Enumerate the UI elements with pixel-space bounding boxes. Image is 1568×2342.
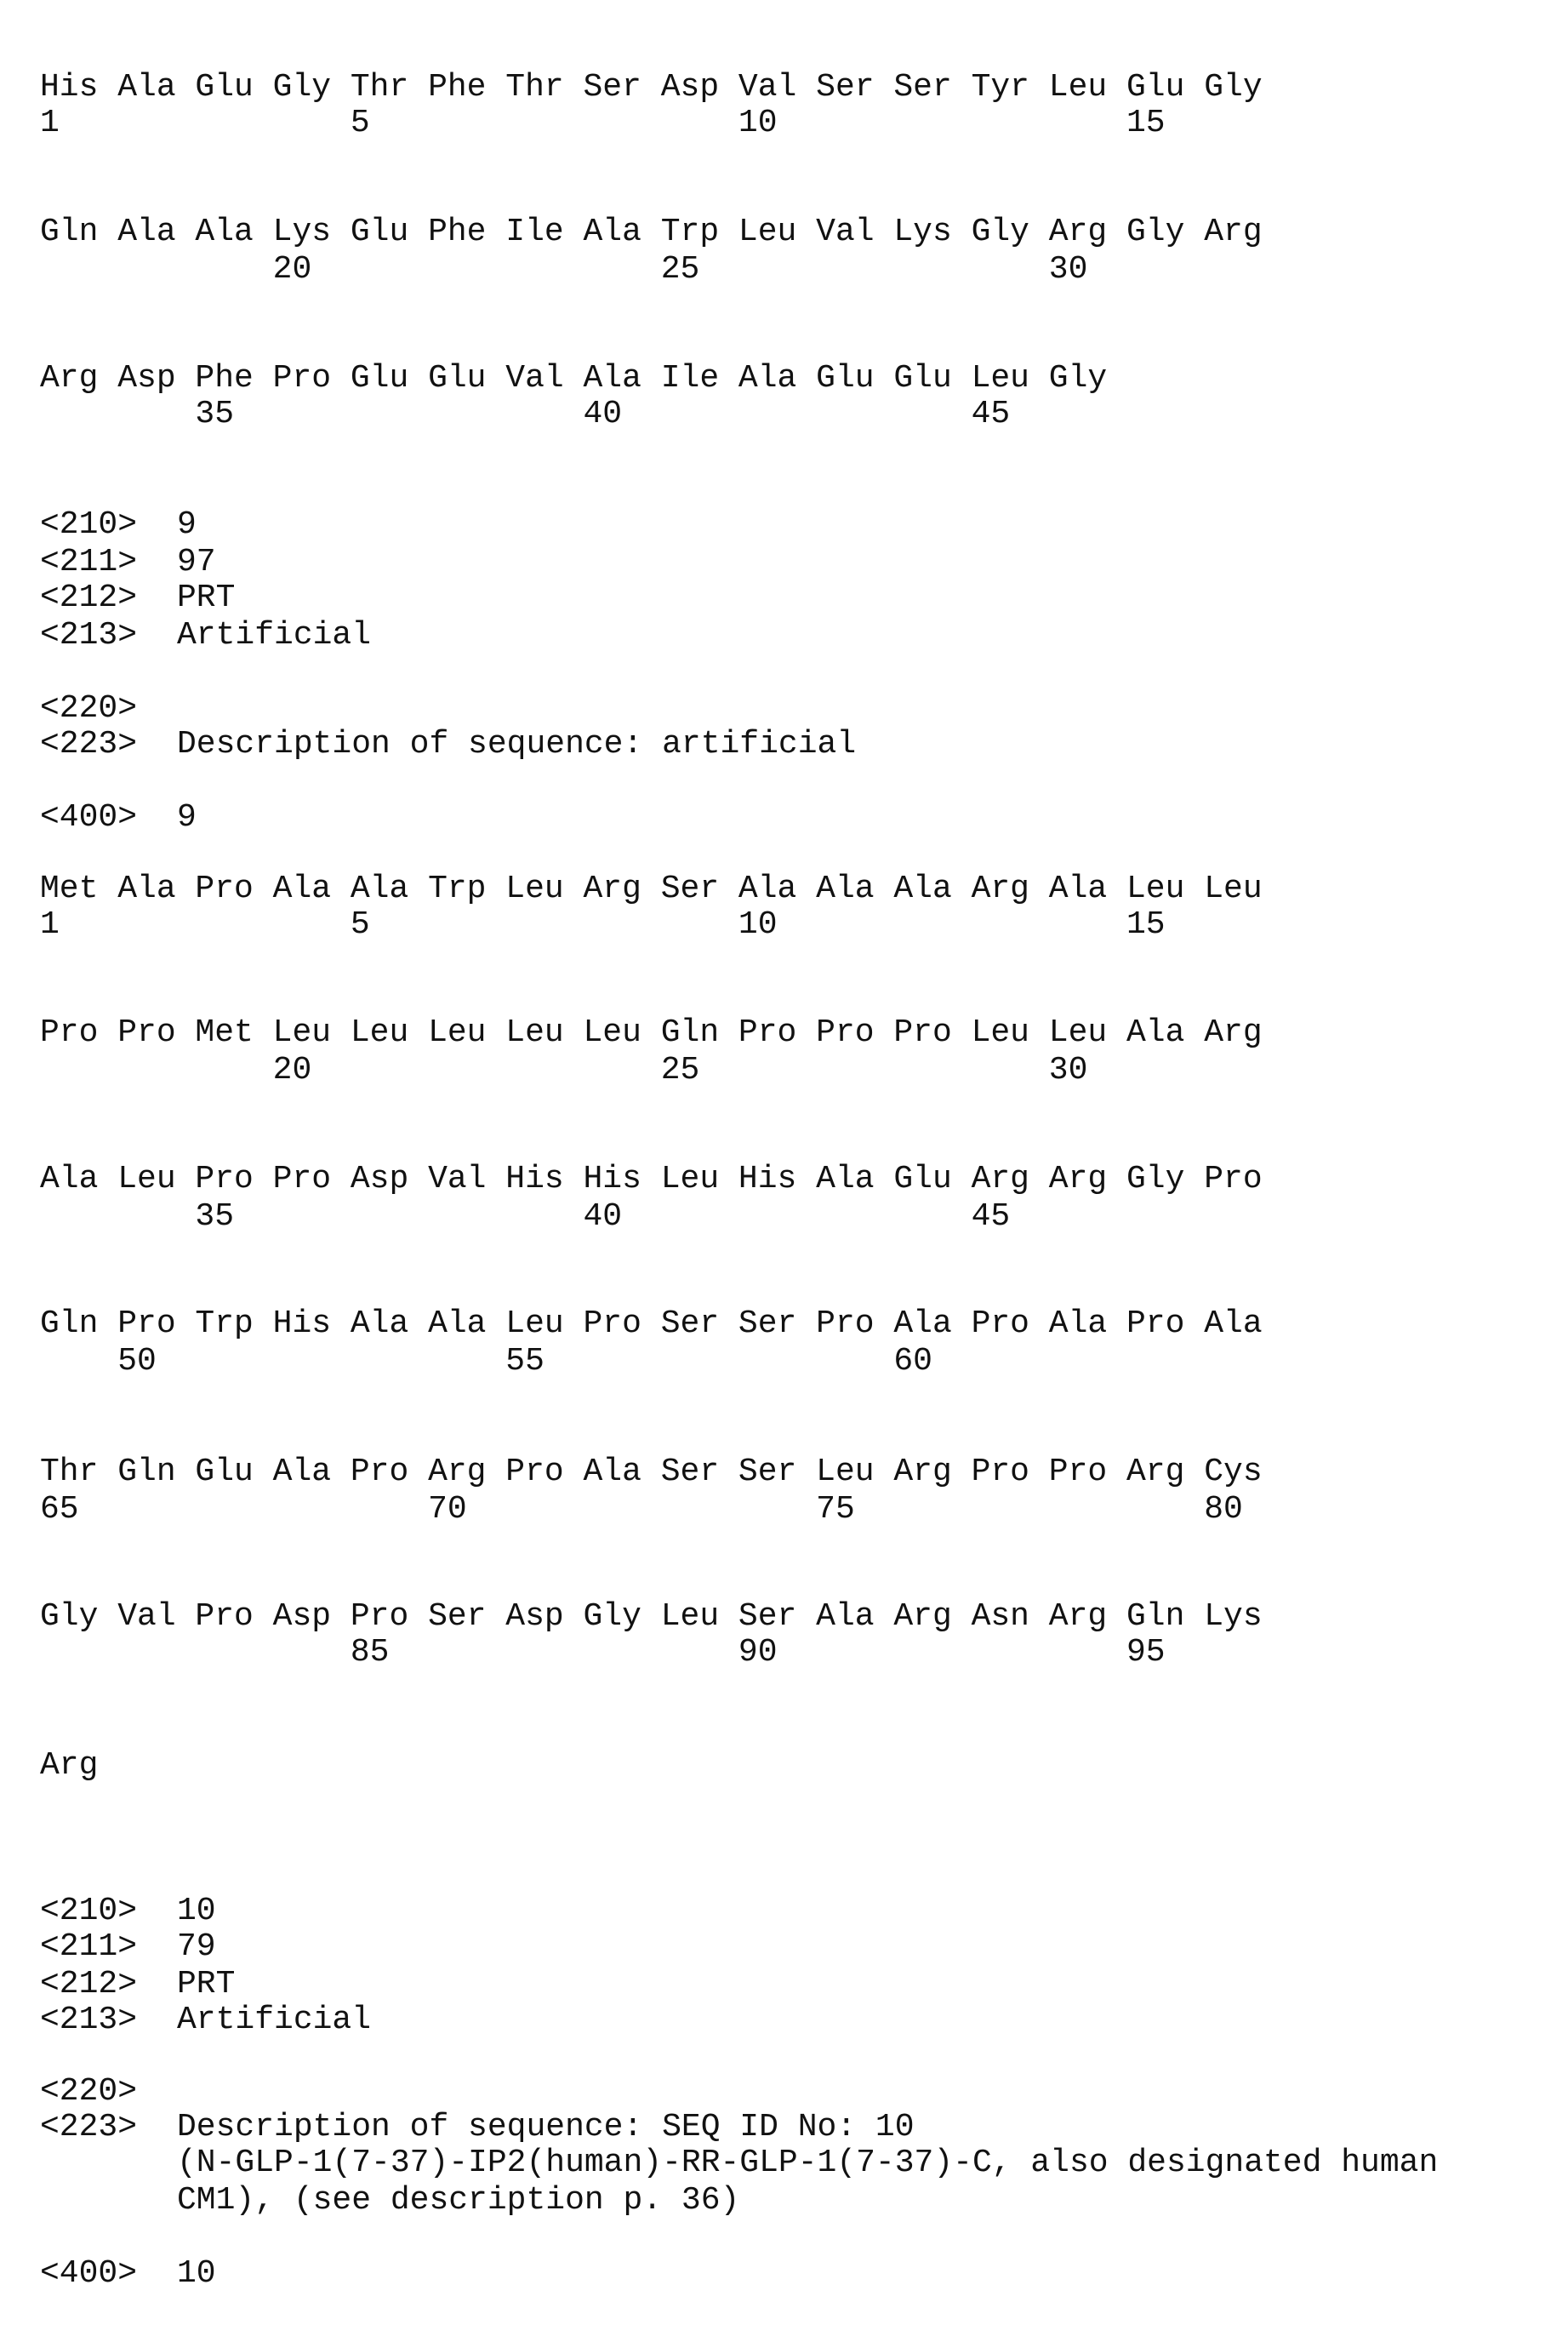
position-numbers: 20 25 30	[40, 251, 1087, 288]
residue-row: Gln Ala Ala Lys Glu Phe Ile Ala Trp Leu Val Lys Gly Arg Gly Arg	[40, 214, 1263, 250]
type-value: PRT	[177, 1966, 235, 2002]
position-numbers: 1 5 10 15	[40, 105, 1166, 141]
type-value: PRT	[177, 580, 235, 616]
residue-row: Arg	[40, 1747, 98, 1784]
length-value: 79	[177, 1928, 216, 1965]
tag-400: <400>	[40, 799, 137, 836]
position-numbers: 50 55 60	[40, 1343, 932, 1379]
position-numbers: 35 40 45	[40, 396, 1010, 432]
residue-row: Thr Gln Glu Ala Pro Arg Pro Ala Ser Ser Leu Arg Pro Pro Arg Cys	[40, 1454, 1263, 1490]
residue-row: Met Ala Pro Ala Ala Trp Leu Arg Ser Ala Ala Ala Arg Ala Leu Leu	[40, 871, 1263, 907]
tag-211: <211>	[40, 544, 137, 580]
position-numbers: 85 90 95	[40, 1634, 1166, 1671]
position-numbers: 1 5 10 15	[40, 906, 1166, 943]
description-continuation: (N-GLP-1(7-37)-IP2(human)-RR-GLP-1(7-37)-C, also designated human	[177, 2145, 1438, 2181]
residue-row: Pro Pro Met Leu Leu Leu Leu Leu Gln Pro Pro Pro Leu Leu Ala Arg	[40, 1014, 1263, 1051]
tag-212: <212>	[40, 1966, 137, 2002]
organism-value: Artificial	[177, 2002, 371, 2038]
tag-211: <211>	[40, 1928, 137, 1965]
residue-row: Gly Val Pro Asp Pro Ser Asp Gly Leu Ser Ala Arg Asn Arg Gln Lys	[40, 1598, 1263, 1635]
tag-213: <213>	[40, 2002, 137, 2038]
seq-id-value: 9	[177, 506, 197, 543]
position-numbers: 65 70 75 80	[40, 1491, 1243, 1528]
tag-220: <220>	[40, 690, 137, 727]
residue-row: Ala Leu Pro Pro Asp Val His His Leu His Ala Glu Arg Arg Gly Pro	[40, 1161, 1263, 1197]
tag-223: <223>	[40, 726, 137, 763]
tag-210: <210>	[40, 506, 137, 543]
seq-id-value: 10	[177, 1893, 216, 1929]
tag-210: <210>	[40, 1893, 137, 1929]
residue-row: Gln Pro Trp His Ala Ala Leu Pro Ser Ser Pro Ala Pro Ala Pro Ala	[40, 1305, 1263, 1342]
sequence-id-value: 9	[177, 799, 197, 836]
description-value: Description of sequence: artificial	[177, 726, 856, 763]
sequence-id-value: 10	[177, 2255, 216, 2292]
position-numbers: 20 25 30	[40, 1052, 1087, 1088]
description-continuation: CM1), (see description p. 36)	[177, 2182, 739, 2219]
description-value: Description of sequence: SEQ ID No: 10	[177, 2109, 915, 2145]
position-numbers: 35 40 45	[40, 1198, 1010, 1235]
tag-220: <220>	[40, 2073, 137, 2110]
tag-223: <223>	[40, 2109, 137, 2145]
tag-400: <400>	[40, 2255, 137, 2292]
length-value: 97	[177, 544, 216, 580]
residue-row: His Ala Glu Gly Thr Phe Thr Ser Asp Val Ser Ser Tyr Leu Glu Gly	[40, 69, 1263, 106]
residue-row: Arg Asp Phe Pro Glu Glu Val Ala Ile Ala Glu Glu Leu Gly	[40, 360, 1107, 397]
organism-value: Artificial	[177, 617, 371, 654]
tag-212: <212>	[40, 580, 137, 616]
tag-213: <213>	[40, 617, 137, 654]
